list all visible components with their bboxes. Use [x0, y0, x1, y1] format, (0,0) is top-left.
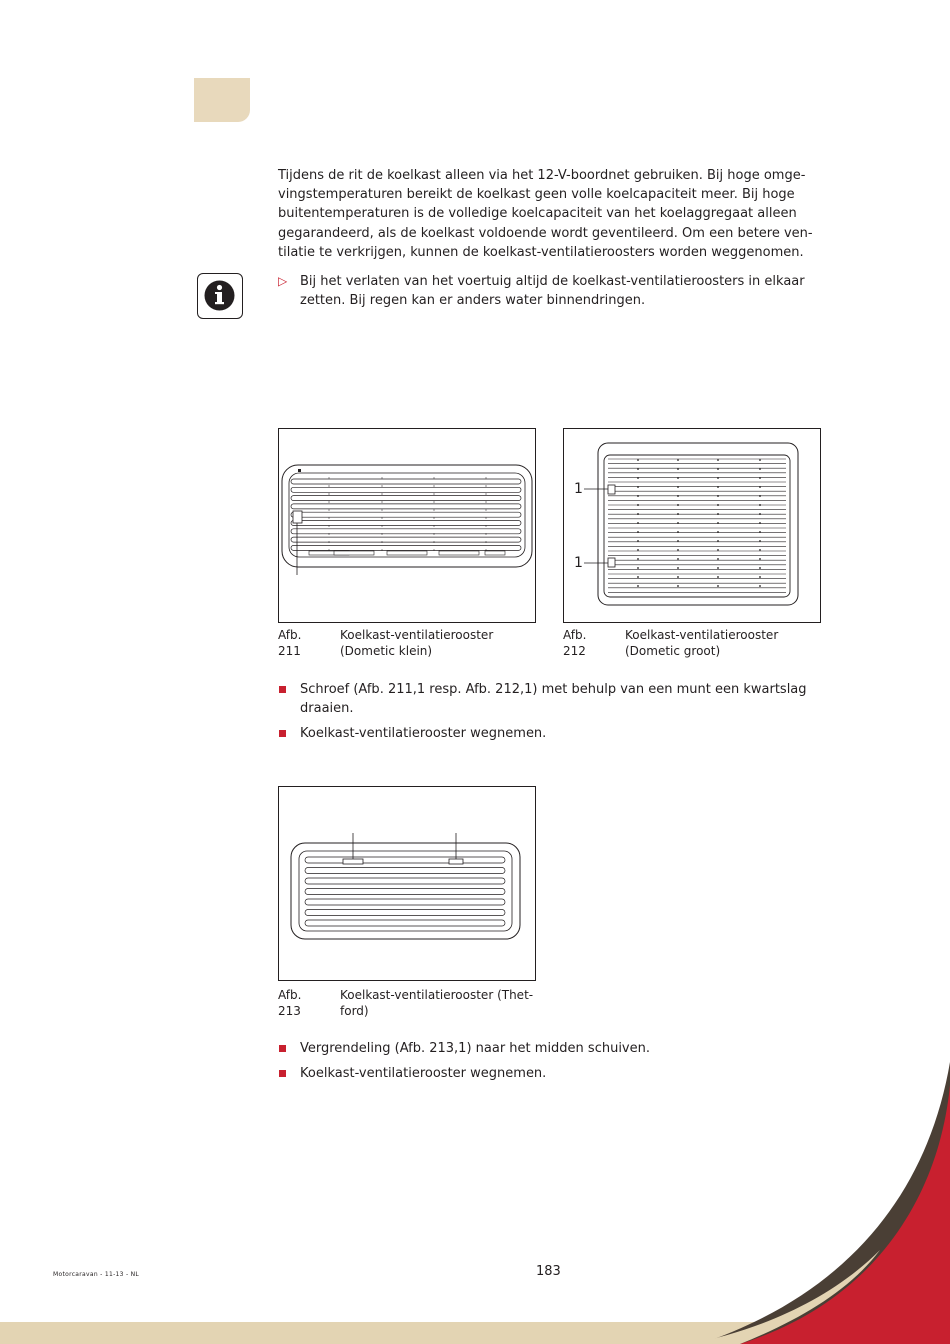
callout-label: 1: [574, 481, 583, 497]
figure-number: Afb. 212: [563, 628, 587, 658]
figure-211-image: [278, 428, 536, 623]
figure-212-image: [563, 428, 821, 623]
bullet-square-icon: [279, 1045, 286, 1052]
bullet-square-icon: [279, 1070, 286, 1077]
triangle-marker-icon: ▷: [278, 274, 288, 288]
footer-doc-id: Motorcaravan - 11-13 - NL: [53, 1271, 140, 1278]
figure-caption-text: Koelkast-ventilatierooster (Dometic klein): [340, 628, 494, 658]
intro-paragraph: Tijdens de rit de koelkast alleen via het 12-V-boordnet gebruiken. Bij hoge omgevingstemperaturen bereikt de koelkast geen volle koelcapaciteit meer. Bij hoge buitentemperaturen is de volledige koelcapaciteit van het koelaggregaat alleen gegarandeerd, als de koelkast voldoende wordt geventileerd. Om een betere ventilatie te verkrijgen, kunnen de koelkast-ventilatieroosters worden weggenomen.: [278, 168, 813, 260]
hint-text: Bij het verlaten van het voertuig altijd de koelkast-ventilatieroosters in elkaar zetten. Bij regen kan er anders water binnendringen.: [300, 274, 805, 309]
page-number: 183: [536, 1264, 561, 1279]
bullet-square-icon: [279, 730, 286, 737]
callout-label: 1: [574, 555, 583, 571]
figure-213-image: [278, 786, 536, 981]
figure-caption-text: Koelkast-ventilatierooster (Dometic groot): [625, 628, 779, 658]
figure-caption-text: Koelkast-ventilatierooster (Thetford): [340, 988, 534, 1018]
figure-number: Afb. 211: [278, 628, 302, 658]
chapter-tab: [194, 78, 250, 122]
info-icon: [197, 273, 243, 319]
figure-number: Afb. 213: [278, 988, 302, 1018]
bullet-square-icon: [279, 686, 286, 693]
